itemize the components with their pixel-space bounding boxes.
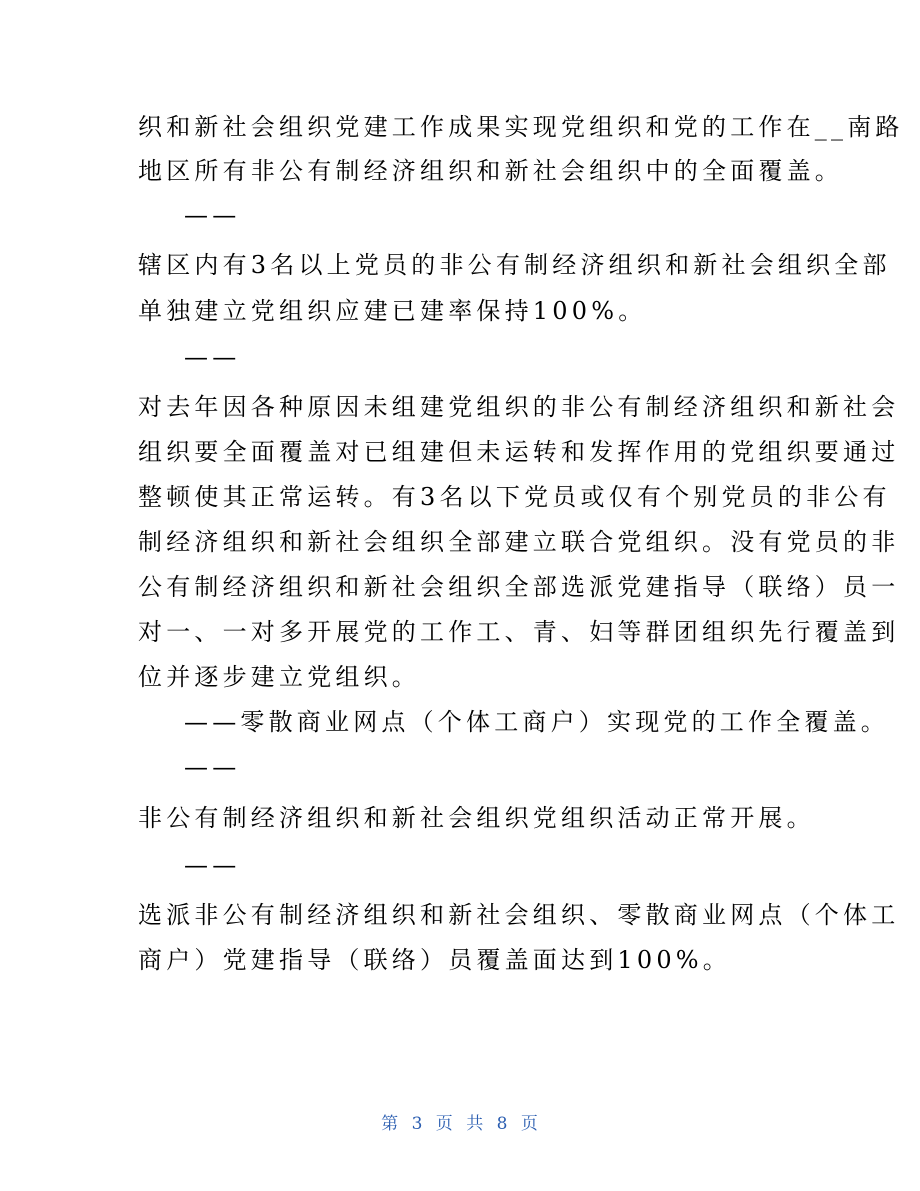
text-line: 对一、一对多开展党的工作工、青、妇等群团组织先行覆盖到 [138,618,900,646]
dash-marker: —— [184,753,241,781]
text-line: 商户）党建指导（联络）员覆盖面达到100%。 [138,946,732,974]
text-line: 织和新社会组织党建工作成果实现党组织和党的工作在__南路 [138,113,904,141]
text-line: 地区所有非公有制经济组织和新社会组织中的全面覆盖。 [138,157,843,185]
text-line: 整顿使其正常运转。有3名以下党员或仅有个别党员的非公有 [138,483,891,511]
text-line: 公有制经济组织和新社会组织全部选派党建指导（联络）员一 [138,573,900,601]
text-line: 单独建立党组织应建已建率保持100%。 [138,297,647,325]
text-line: 选派非公有制经济组织和新社会组织、零散商业网点（个体工 [138,901,900,929]
text-line: 对去年因各种原因未组建党组织的非公有制经济组织和新社会 [138,393,900,421]
text-line: 辖区内有3名以上党员的非公有制经济组织和新社会组织全部 [138,251,891,279]
dash-marker: —— [184,201,241,229]
text-line: 组织要全面覆盖对已组建但未运转和发挥作用的党组织要通过 [138,438,900,466]
text-line: 制经济组织和新社会组织全部建立联合党组织。没有党员的非 [138,528,900,556]
text-line: 非公有制经济组织和新社会组织党组织活动正常开展。 [138,804,815,832]
dash-marker: —— [184,851,241,879]
text-line: 位并逐步建立党组织。 [138,663,420,691]
page-number-footer: 第 3 页 共 8 页 [381,1114,539,1134]
dash-marker: —— [184,343,241,371]
text-line: ——零散商业网点（个体工商户）实现党的工作全覆盖。 [184,708,889,736]
